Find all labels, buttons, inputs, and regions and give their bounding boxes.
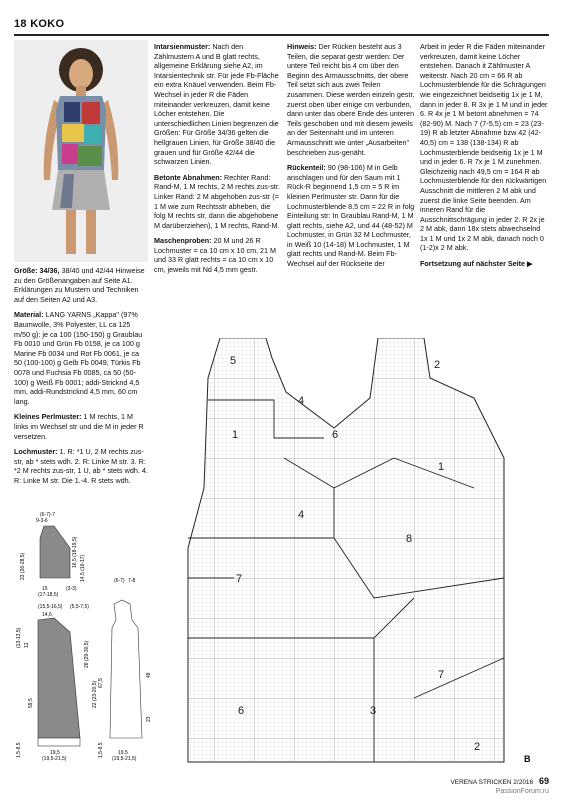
column-3-text [287, 42, 415, 275]
column-4-text [420, 42, 548, 275]
loch-text: 1. R: *1 U, 2 M rechts zus-str, ab * stets wdh. 2. R: Linke M str. 3. R: *2 M rechts zus-str, 1 U, ab * stets wdh. 4. R: Linke M str. Die 1.-4. R stets wdh. [14, 447, 148, 485]
page-header [14, 18, 549, 36]
region-label-8: 8 [406, 533, 413, 545]
front-bottom-w3: (3-3) [66, 586, 77, 592]
loch-paragraph [14, 447, 148, 485]
intarsien-label: Intarsienmuster: [154, 42, 211, 51]
back-h2: 28 (29-30,5) [84, 640, 90, 668]
intarsia-chart [174, 338, 538, 766]
region-label-7-left: 7 [236, 573, 243, 585]
side-top-w2: 7-8 [128, 578, 136, 584]
loch-label: Lochmuster: [14, 447, 58, 457]
maschenproben-text: 20 M und 26 R Lochmuster = ca 10 cm x 10 cm, 21 M und 33 R glatt rechts = ca 10 cm x 10 cm, jeweils mit Nd 4,5 mm gestr. [154, 236, 277, 275]
material-label: Material: [14, 310, 44, 320]
continuation-paragraph: Arbeit in jeder R die Fäden miteinander verkreuzen, damit keine Löcher entstehen. Danach it Zählmuster A weiterstr. Nach 20 cm = 66 R ab Lochmusterblende für die Schrägungen wie eingezeichnet beidseitig 1x je 1 M, dann in jeder 8. R 3x je 1 M und in jeder 6. R 4x je 1 M betont abnehmen = 74 (82-90) M. Nach 7 (7-5,5) cm = 23 (23-19) R ab letzter Abnahme bzw 42 (42-40,5) cm = 138 (138-134) R ab Lochmusterblende beidseitig 1x je 1 M und in jeder 6. R 7x je 1 M zunehmen. Gleichzeitig nach 49,5 cm = 164 R ab Lochmusterblende für den rückwärtigen Ausschnitt die mittleren 2 M abk und zuerst die linke Seite beenden. Am inneren Rand für die Ausschnittschrägung in jeder 2. R 2x je 2 M abk, dann 18x stets abwechselnd 1x 1 M und 1x 2 M abk, danach noch 0 (1-2)x 2 M abk. [420, 42, 548, 253]
region-label-7-right: 7 [438, 669, 445, 681]
region-label-1-left: 1 [232, 429, 239, 441]
back-h3: 22 (23-20,5) [92, 680, 98, 708]
region-label-3: 3 [370, 705, 377, 717]
front-arm-h: 16,5 (18-19,5) [72, 536, 78, 568]
ruecken-text: 90 (98-106) M in Gelb anschlagen und für den Saum mit 1 Rück-R beginnend 1,5 cm = 5 R im kleinen Perlmuster str. Dann für die Lochmusterblende 8,5 cm = 22 R in folg Einteilung str: In Graublau Rand-M, 1 M glatt rechts, siehe A2, und 44 (48-52) M Lochmuster, in Grün 32 M Lochmuster, in Weiß 10 (14-18) M Lochmuster, 1 M glatt rechts und Rand-M. Beim Fb-Wechsel auf der Rückseite der [287, 163, 415, 269]
sizes-paragraph [14, 266, 148, 304]
side-top-w: (6-7) [114, 578, 125, 584]
hinweis-label: Hinweis: [287, 42, 317, 51]
abnahmen-text: Rechter Rand: Rand-M, 1 M rechts, 2 M rechts zus-str. Linker Rand: 2 M abgehoben zus-str (= 1 M wie zum Rechtsstr abheben, die folg M rechts str, dann die abgehobene M darüberziehen), 1 M rechts, Rand-M. [154, 172, 280, 230]
back-h4: 12 [24, 642, 30, 648]
hinweis-paragraph [287, 42, 415, 157]
material-paragraph [14, 310, 148, 406]
back-height: 59,5 [28, 698, 34, 708]
perl-paragraph [14, 412, 148, 441]
maschenproben-paragraph [154, 236, 282, 274]
chart-outline [188, 338, 504, 762]
region-label-2-top: 2 [434, 359, 441, 371]
model-illustration [14, 40, 148, 262]
abnahmen-label: Betonte Abnahmen: [154, 172, 223, 182]
side-base: 1,5-8,5 [98, 742, 104, 758]
front-neck: 9-3-6 [36, 518, 48, 524]
ruecken-label: Rückenteil: [287, 163, 326, 173]
continue-note: Fortsetzung auf nächster Seite ▶ [420, 259, 533, 269]
pattern-title: 18 KOKO [14, 18, 65, 30]
sizes-label: Größe: 34/36, [14, 266, 60, 275]
region-label-4-mid: 4 [298, 509, 305, 521]
back-bottom-w2: (19,5-21,5) [42, 756, 67, 762]
schematic-side [98, 578, 152, 762]
front-mid-h: 14,5 (16-17) [80, 554, 86, 582]
back-bottom-w: 19,5 [50, 750, 60, 756]
model-photo [14, 40, 148, 262]
ruecken-paragraph [287, 163, 415, 269]
side-bottom-w2: (19,5-21,5) [112, 756, 137, 762]
back-mid-w: 14,6 [42, 612, 52, 618]
perl-label: Kleines Perlmuster: [14, 412, 82, 422]
front-bottom-w2: (17-18,5) [38, 592, 59, 598]
region-label-2-bottom: 2 [474, 741, 481, 753]
side-h3: 23 [146, 716, 152, 722]
back-left-top: (13-13,5) [16, 627, 22, 648]
column-1-text [14, 266, 148, 491]
region-label-6-top: 6 [332, 429, 339, 441]
page-footer [450, 776, 549, 786]
intarsien-text: Nach den Zählmustern A und B glatt rechts, allgemeine Erklärung siehe A2, im Intarsientechnik str. Für jede Fb-Fläche ein extra Knäuel verwenden. Beim Fb-Wechsel in jeder R die Fäden miteinander verkreuzen, damit keine Löcher entstehen. Die unterschiedlichen Linien begrenzen die Größen: Für Größe 34/36 gelten die hellgrauen Linien, für Größe 38/40 die grauen und für Größe 42/44 die schwarzen Linien. [154, 42, 279, 167]
hinweis-text: Der Rücken besteht aus 3 Teilen, die separat gestr werden: Der untere Teil reicht bis 4 cm über den Beginn des Armausschnitts, der obere Teil setzt sich aus zwei Teilen zusammen. Diese werden einzeln gestr, zuerst oben über einige cm verbunden, dann unter das obere Ende des unteren Teils geschoben und mit diesem jeweils an der Seitennaht und im unteren Armausschnitt wie unter „Ausarbeiten" beschrieben zus-genäht. [287, 42, 415, 157]
material-text: LANG YARNS „Kappa" (97% Baumwolle, 3% Polyester, LL ca 125 m/50 g): je ca 100 (150-150) g Graublau Fb 0010 und Grün Fb 0158, je ca 100 g Marine Fb 0034 und Rot Fb 0061, je ca 50 (100-100) g Gelb Fb 0049, Türkis Fb 0078 und Fuchsia Fb 0085, ca 50 (50-100) g Weiß Fb 0001; addi-Stricknd 4,5 mm, addi-Rundstricknd 4,5 mm, 60 cm lang. [14, 310, 143, 406]
watermark: PassionForum.ru [495, 788, 549, 795]
sizes-text: 38/40 und 42/44 Hinweise zu den Größenangaben auf Seite A1. Erklärungen zu Mustern und Techniken auf den Seiten A2 und A3. [14, 266, 145, 304]
region-label-4-top: 4 [298, 395, 305, 407]
side-h2: 48 [146, 672, 152, 678]
side-height: 67,5 [98, 678, 104, 688]
back-top-w: (15,5-16,5) [38, 604, 63, 610]
back-base: 1,5-8,5 [16, 742, 22, 758]
region-label-6-bottom: 6 [238, 705, 245, 717]
back-top-w2: (5,5-7,5) [70, 604, 89, 610]
region-label-5: 5 [230, 355, 237, 367]
schematic-back [16, 604, 98, 762]
maschenproben-label: Maschenproben: [154, 236, 212, 246]
chart-letter: B [524, 754, 531, 764]
front-bottom-w: 15 [42, 586, 48, 592]
region-label-1-right: 1 [438, 461, 445, 473]
intarsien-paragraph [154, 42, 282, 167]
side-bottom-w: 19,5 [118, 750, 128, 756]
page-number: 69 [538, 776, 549, 786]
column-2-text [154, 42, 282, 281]
schematic-front [20, 512, 86, 598]
abnahmen-paragraph [154, 173, 282, 231]
front-shoulder-h: 23 (26-28,5) [20, 552, 26, 580]
front-top-width: (6-7)-7 [40, 512, 56, 518]
magazine-name: VERENA STRICKEN 2/2016 [450, 779, 534, 786]
schematic-drawings [10, 508, 156, 770]
perl-text: 1 M rechts, 1 M links im Wechsel str und die M in jeder R versetzen. [14, 412, 144, 441]
